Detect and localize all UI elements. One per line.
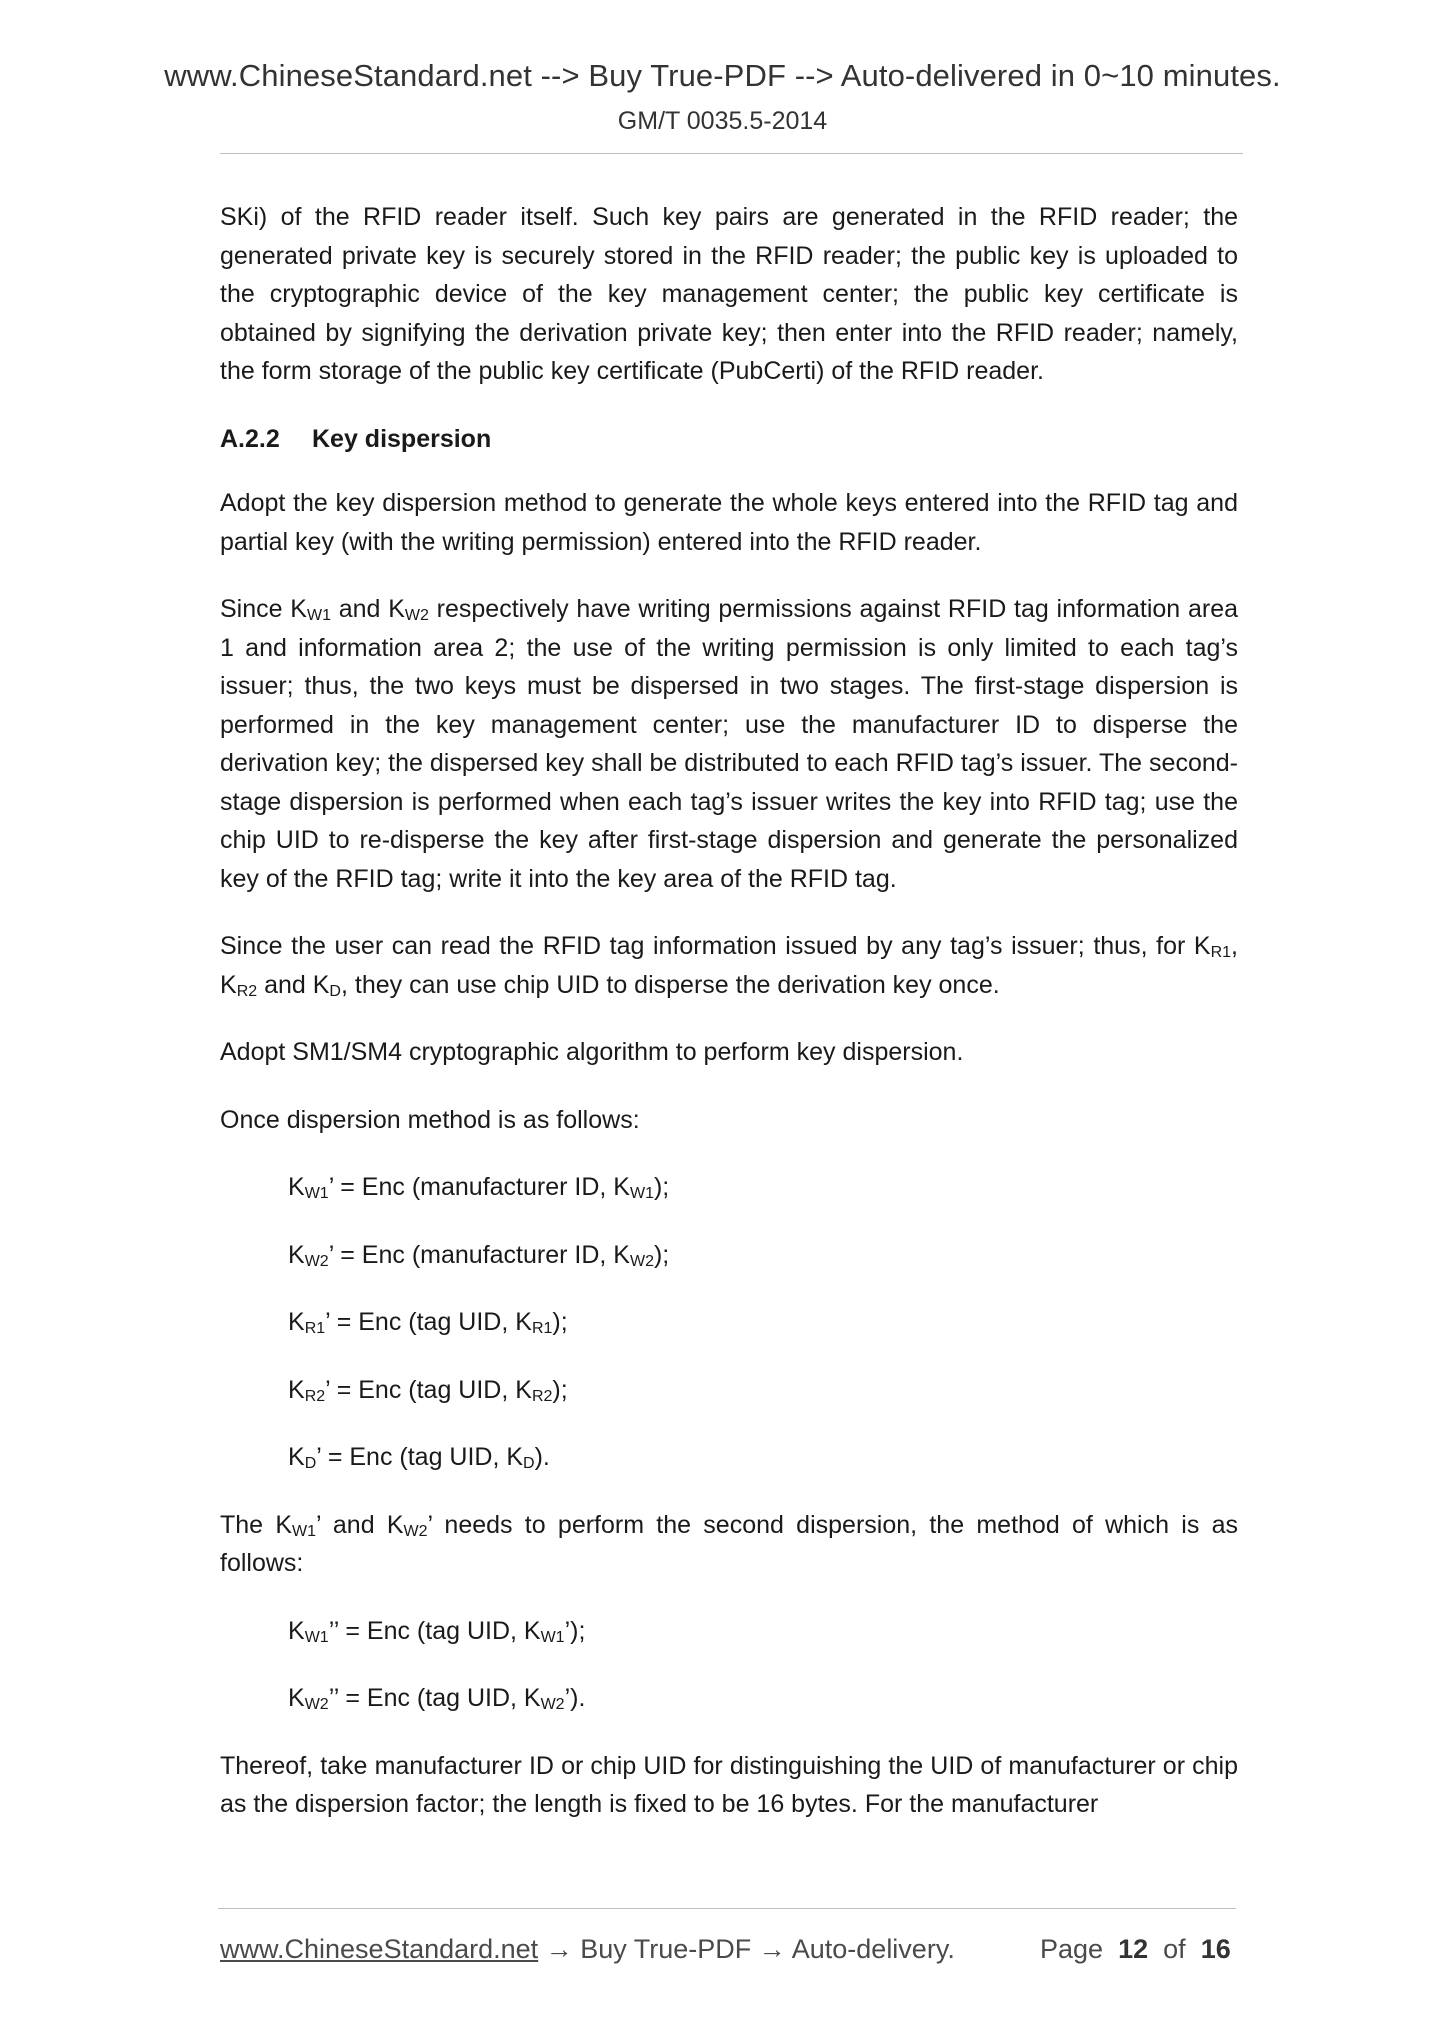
formula-kw1-once: $K_{W1}$’ = Enc (manufacturer ID, $K_{W1}$); <box>288 1173 670 1202</box>
page-total: 16 <box>1200 1934 1231 1964</box>
page-body <box>220 198 1238 1853</box>
section-heading <box>220 420 1238 459</box>
formula-kr2-once: $K_{R2}$’ = Enc (tag UID, $K_{R2}$); <box>288 1375 568 1405</box>
paragraph-two-stage-dispersion: Since $K_{W1}$ and $K_{W2}$ respectively have writing permissions against RFID tag information area 1 and information area 2; the use of the writing permission is only limited to each tag’s issuer; thus, the two keys must be dispersed in two stages. The first-stage dispersion is performed in the key management center; use the manufacturer ID to disperse the derivation key; the dispersed key shall be distributed to each RFID tag’s issuer. The second-stage dispersion is performed when each tag’s issuer writes the key into RFID tag; use the chip UID to re-disperse the key after first-stage dispersion and generate the personalized key of the RFID tag; write it into the key area of the RFID tag. <box>220 595 1238 893</box>
footer-tagline: → Buy True-PDF → Auto-delivery. <box>538 1934 955 1964</box>
section-number: A.2.2 <box>220 424 280 453</box>
paragraph-reader-key-pair: SKi) of the RFID reader itself. Such key pairs are generated in the RFID reader; the generated private key is securely stored in the RFID reader; the public key is uploaded to the cryptographic device of the key management center; the public key certificate is obtained by signifying the derivation private key; then enter into the RFID reader; namely, the form storage of the public key certificate (PubCerti) of the RFID reader. <box>220 203 1238 385</box>
paragraph-algorithm: Adopt SM1/SM4 cryptographic algorithm to perform key dispersion. <box>220 1038 964 1066</box>
formula-kw2-second: $K_{W2}$’’ = Enc (tag UID, $K_{W2}$’). <box>288 1684 586 1713</box>
formula-kd-once: $K_D$’ = Enc (tag UID, $K_D$). <box>288 1443 550 1472</box>
formula-kr1-once: $K_{R1}$’ = Enc (tag UID, $K_{R1}$); <box>288 1308 568 1337</box>
formula-kw1-second: $K_{W1}$’’ = Enc (tag UID, $K_{W1}$’); <box>288 1616 586 1646</box>
footer-divider <box>218 1908 1236 1909</box>
section-title: Key dispersion <box>312 424 492 453</box>
paragraph-dispersion-intro: Adopt the key dispersion method to generate the whole keys entered into the RFID tag and partial key (with the writing permission) entered into the RFID reader. <box>220 489 1238 556</box>
paragraph-second-dispersion: The $K_{W1}$’ and $K_{W2}$’ needs to perform the second dispersion, the method of which is as follows: <box>220 1510 1238 1577</box>
standard-code: GM/T 0035.5-2014 <box>617 107 828 135</box>
paragraph-read-keys: Since the user can read the RFID tag information issued by any tag’s issuer; thus, for $K_{R1}$, $K_{R2}$ and $K_D$, they can use chip UID to disperse the derivation key once. <box>220 932 1238 1000</box>
page-indicator: Page 12 of 16 <box>1040 1934 1231 1964</box>
header-banner: www.ChineseStandard.net --> Buy True-PDF --> Auto-delivered in 0~10 minutes. <box>164 58 1281 93</box>
paragraph-once-method: Once dispersion method is as follows: <box>220 1105 640 1134</box>
footer-left <box>220 1934 955 1965</box>
paragraph-dispersion-factor: Thereof, take manufacturer ID or chip UID for distinguishing the UID of manufacturer or chip as the dispersion factor; the length is fixed to be 16 bytes. For the manufacturer <box>220 1751 1238 1818</box>
footer-site-link[interactable]: www.ChineseStandard.net <box>220 1934 539 1964</box>
page-current: 12 <box>1118 1934 1149 1964</box>
header-divider <box>220 153 1243 154</box>
formula-kw2-once: $K_{W2}$’ = Enc (manufacturer ID, $K_{W2}$); <box>288 1240 670 1270</box>
